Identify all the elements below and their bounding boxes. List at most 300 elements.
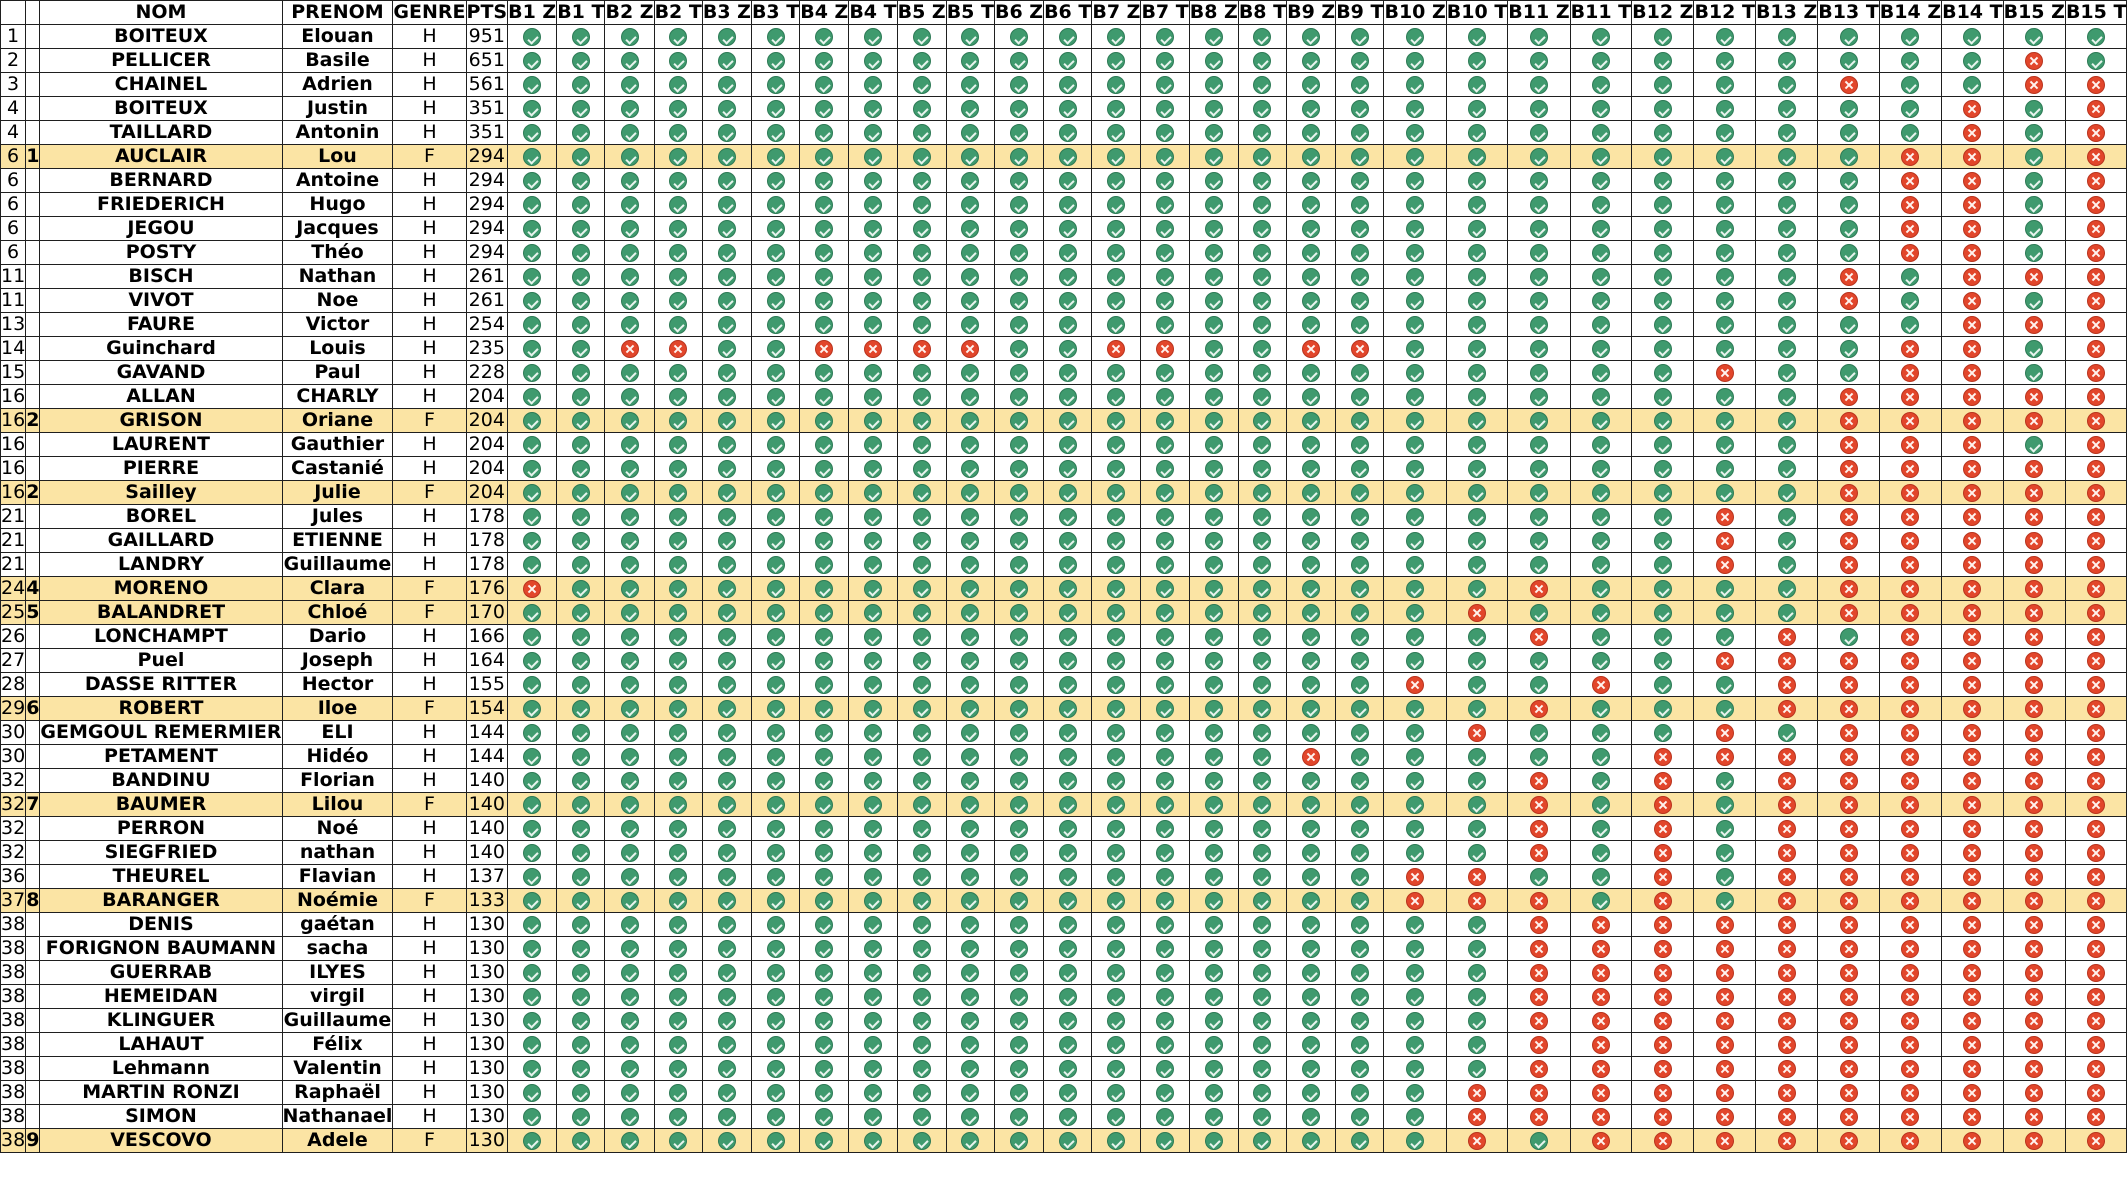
result-cell[interactable] [1942, 529, 2004, 553]
result-cell[interactable] [654, 145, 702, 169]
result-cell[interactable] [1694, 265, 1756, 289]
result-cell[interactable] [1446, 49, 1508, 73]
result-cell[interactable] [1818, 961, 1880, 985]
result-cell[interactable] [1189, 865, 1238, 889]
result-cell[interactable] [1879, 985, 1941, 1009]
result-cell[interactable] [994, 1081, 1043, 1105]
result-cell[interactable] [1570, 577, 1632, 601]
result-cell[interactable] [557, 121, 605, 145]
result-cell[interactable] [1446, 769, 1508, 793]
result-cell[interactable] [946, 25, 994, 49]
result-cell[interactable] [1384, 577, 1446, 601]
result-cell[interactable] [994, 817, 1043, 841]
result-cell[interactable] [1336, 673, 1384, 697]
result-cell[interactable] [2003, 577, 2065, 601]
result-cell[interactable] [751, 985, 799, 1009]
result-cell[interactable] [1632, 649, 1694, 673]
result-cell[interactable] [1189, 265, 1238, 289]
result-cell[interactable] [1336, 1057, 1384, 1081]
result-cell[interactable] [1446, 25, 1508, 49]
result-cell[interactable] [1508, 337, 1570, 361]
result-cell[interactable] [1818, 769, 1880, 793]
result-cell[interactable] [702, 1057, 751, 1081]
result-cell[interactable] [1755, 409, 1817, 433]
result-cell[interactable] [1384, 409, 1446, 433]
result-cell[interactable] [1694, 361, 1756, 385]
prenom-cell[interactable]: Nathan [282, 265, 393, 289]
result-cell[interactable] [702, 457, 751, 481]
result-cell[interactable] [1044, 1033, 1092, 1057]
result-cell[interactable] [702, 1105, 751, 1129]
genre-cell[interactable]: H [393, 457, 466, 481]
result-cell[interactable] [1879, 337, 1941, 361]
result-cell[interactable] [751, 529, 799, 553]
result-cell[interactable] [1818, 121, 1880, 145]
result-cell[interactable] [557, 745, 605, 769]
result-cell[interactable] [1287, 817, 1336, 841]
table-row[interactable] [1, 793, 2127, 817]
genre-cell[interactable]: F [393, 793, 466, 817]
result-cell[interactable] [702, 673, 751, 697]
result-cell[interactable] [605, 121, 654, 145]
prenom-cell[interactable]: Hugo [282, 193, 393, 217]
result-cell[interactable] [1632, 1081, 1694, 1105]
result-cell[interactable] [1818, 865, 1880, 889]
result-cell[interactable] [654, 841, 702, 865]
result-cell[interactable] [1755, 649, 1817, 673]
result-cell[interactable] [994, 289, 1043, 313]
result-cell[interactable] [849, 97, 897, 121]
result-cell[interactable] [751, 217, 799, 241]
result-cell[interactable] [1942, 601, 2004, 625]
result-cell[interactable] [1092, 721, 1141, 745]
result-cell[interactable] [1755, 1129, 1817, 1153]
result-cell[interactable] [1446, 961, 1508, 985]
result-cell[interactable] [1632, 121, 1694, 145]
prenom-cell[interactable]: Noémie [282, 889, 393, 913]
result-cell[interactable] [1508, 289, 1570, 313]
result-cell[interactable] [1189, 553, 1238, 577]
result-cell[interactable] [557, 601, 605, 625]
female-rank-cell[interactable]: 1 [26, 145, 40, 167]
result-cell[interactable] [1141, 985, 1189, 1009]
result-cell[interactable] [1879, 505, 1941, 529]
result-cell[interactable] [1879, 649, 1941, 673]
result-cell[interactable] [1044, 289, 1092, 313]
result-cell[interactable] [946, 169, 994, 193]
result-cell[interactable] [1238, 865, 1286, 889]
table-row[interactable] [1, 289, 2127, 313]
female-rank-cell[interactable] [26, 193, 40, 217]
result-cell[interactable] [1632, 409, 1694, 433]
result-cell[interactable] [2065, 985, 2127, 1009]
result-cell[interactable] [1942, 745, 2004, 769]
result-cell[interactable] [1632, 577, 1694, 601]
result-cell[interactable] [1287, 121, 1336, 145]
prenom-cell[interactable]: Noé [282, 817, 393, 841]
genre-cell[interactable]: H [393, 649, 466, 673]
result-cell[interactable] [897, 457, 946, 481]
column-header[interactable]: B8 T [1238, 1, 1287, 23]
genre-cell[interactable]: H [393, 961, 466, 985]
result-cell[interactable] [994, 889, 1043, 913]
result-cell[interactable] [849, 1129, 897, 1153]
nom-cell[interactable]: AUCLAIR [40, 145, 282, 169]
result-cell[interactable] [751, 73, 799, 97]
result-cell[interactable] [1141, 841, 1189, 865]
result-cell[interactable] [897, 1009, 946, 1033]
result-cell[interactable] [1141, 121, 1189, 145]
result-cell[interactable] [1384, 1057, 1446, 1081]
result-cell[interactable] [1287, 409, 1336, 433]
result-cell[interactable] [897, 385, 946, 409]
result-cell[interactable] [1189, 793, 1238, 817]
result-cell[interactable] [1044, 121, 1092, 145]
prenom-cell[interactable]: sacha [282, 937, 393, 961]
result-cell[interactable] [1570, 385, 1632, 409]
result-cell[interactable] [654, 913, 702, 937]
result-cell[interactable] [751, 577, 799, 601]
result-cell[interactable] [1336, 769, 1384, 793]
genre-cell[interactable]: H [393, 913, 466, 937]
result-cell[interactable] [1694, 385, 1756, 409]
female-rank-cell[interactable] [26, 817, 40, 841]
result-cell[interactable] [946, 985, 994, 1009]
result-cell[interactable] [1755, 1033, 1817, 1057]
result-cell[interactable] [1189, 1033, 1238, 1057]
result-cell[interactable] [1446, 721, 1508, 745]
result-cell[interactable] [946, 361, 994, 385]
column-header[interactable]: B2 T [654, 1, 702, 23]
result-cell[interactable] [994, 1105, 1043, 1129]
nom-cell[interactable]: FRIEDERICH [40, 193, 282, 217]
result-cell[interactable] [1384, 817, 1446, 841]
result-cell[interactable] [1818, 1057, 1880, 1081]
female-rank-cell[interactable] [26, 841, 40, 865]
result-cell[interactable] [1238, 289, 1286, 313]
pts-cell[interactable]: 204 [466, 433, 508, 457]
nom-cell[interactable]: SIMON [40, 1105, 282, 1129]
result-cell[interactable] [1141, 337, 1189, 361]
result-cell[interactable] [897, 1057, 946, 1081]
result-cell[interactable] [2003, 457, 2065, 481]
result-cell[interactable] [800, 553, 849, 577]
genre-cell[interactable]: H [393, 169, 466, 193]
result-cell[interactable] [1141, 697, 1189, 721]
result-cell[interactable] [1287, 505, 1336, 529]
result-cell[interactable] [654, 217, 702, 241]
result-cell[interactable] [1632, 73, 1694, 97]
result-cell[interactable] [1818, 457, 1880, 481]
nom-cell[interactable]: VESCOVO [40, 1129, 282, 1153]
result-cell[interactable] [2003, 385, 2065, 409]
result-cell[interactable] [1508, 1105, 1570, 1129]
prenom-cell[interactable]: gaétan [282, 913, 393, 937]
result-cell[interactable] [1189, 913, 1238, 937]
female-rank-cell[interactable]: 8 [26, 889, 40, 911]
result-cell[interactable] [1141, 865, 1189, 889]
result-cell[interactable] [1141, 49, 1189, 73]
result-cell[interactable] [1189, 121, 1238, 145]
result-cell[interactable] [1570, 1057, 1632, 1081]
result-cell[interactable] [1818, 817, 1880, 841]
result-cell[interactable] [1092, 169, 1141, 193]
result-cell[interactable] [1879, 409, 1941, 433]
result-cell[interactable] [849, 1081, 897, 1105]
result-cell[interactable] [1384, 217, 1446, 241]
result-cell[interactable] [1755, 97, 1817, 121]
female-rank-cell[interactable] [26, 313, 40, 337]
result-cell[interactable] [1044, 265, 1092, 289]
result-cell[interactable] [1384, 865, 1446, 889]
female-rank-cell[interactable]: 6 [26, 697, 40, 719]
result-cell[interactable] [1694, 505, 1756, 529]
result-cell[interactable] [849, 553, 897, 577]
result-cell[interactable] [1336, 1081, 1384, 1105]
result-cell[interactable] [1189, 73, 1238, 97]
prenom-cell[interactable]: Guillaume [283, 553, 392, 575]
result-cell[interactable] [1446, 913, 1508, 937]
result-cell[interactable] [751, 1081, 799, 1105]
result-cell[interactable] [1141, 553, 1189, 577]
result-cell[interactable] [1755, 121, 1817, 145]
female-rank-cell[interactable] [26, 241, 40, 265]
result-cell[interactable] [1141, 1081, 1189, 1105]
result-cell[interactable] [1092, 889, 1141, 913]
result-cell[interactable] [1287, 25, 1336, 49]
result-cell[interactable] [994, 97, 1043, 121]
result-cell[interactable] [1141, 385, 1189, 409]
result-cell[interactable] [2003, 649, 2065, 673]
result-cell[interactable] [1287, 721, 1336, 745]
result-cell[interactable] [1446, 601, 1508, 625]
prenom-cell[interactable]: Victor [282, 313, 393, 337]
result-cell[interactable] [1632, 49, 1694, 73]
result-cell[interactable] [1818, 193, 1880, 217]
result-cell[interactable] [1694, 193, 1756, 217]
result-cell[interactable] [1446, 121, 1508, 145]
result-cell[interactable] [897, 289, 946, 313]
column-header[interactable]: B7 T [1141, 1, 1189, 23]
result-cell[interactable] [1336, 337, 1384, 361]
result-cell[interactable] [1044, 193, 1092, 217]
result-cell[interactable] [2065, 193, 2127, 217]
female-rank-cell[interactable] [26, 649, 40, 673]
result-cell[interactable] [1044, 1081, 1092, 1105]
result-cell[interactable] [849, 433, 897, 457]
result-cell[interactable] [1632, 217, 1694, 241]
result-cell[interactable] [1336, 409, 1384, 433]
result-cell[interactable] [1632, 553, 1694, 577]
result-cell[interactable] [849, 529, 897, 553]
result-cell[interactable] [994, 385, 1043, 409]
rank-cell[interactable]: 30 [1, 721, 26, 743]
result-cell[interactable] [800, 961, 849, 985]
result-cell[interactable] [1189, 217, 1238, 241]
result-cell[interactable] [1044, 817, 1092, 841]
pts-cell[interactable]: 235 [466, 337, 508, 361]
result-cell[interactable] [1508, 1081, 1570, 1105]
result-cell[interactable] [800, 289, 849, 313]
result-cell[interactable] [2065, 721, 2127, 745]
result-cell[interactable] [1694, 865, 1756, 889]
result-cell[interactable] [1336, 625, 1384, 649]
result-cell[interactable] [1632, 913, 1694, 937]
result-cell[interactable] [946, 121, 994, 145]
result-cell[interactable] [897, 625, 946, 649]
result-cell[interactable] [702, 217, 751, 241]
result-cell[interactable] [1755, 313, 1817, 337]
result-cell[interactable] [800, 769, 849, 793]
table-row[interactable] [1, 145, 2127, 169]
result-cell[interactable] [946, 889, 994, 913]
result-cell[interactable] [508, 601, 557, 625]
result-cell[interactable] [946, 337, 994, 361]
result-cell[interactable] [751, 481, 799, 505]
pts-cell[interactable]: 204 [466, 385, 508, 409]
result-cell[interactable] [2065, 649, 2127, 673]
result-cell[interactable] [557, 409, 605, 433]
genre-cell[interactable]: H [393, 217, 466, 241]
prenom-cell[interactable]: Hector [282, 673, 393, 697]
result-cell[interactable] [800, 889, 849, 913]
result-cell[interactable] [2065, 145, 2127, 169]
result-cell[interactable] [2065, 433, 2127, 457]
result-cell[interactable] [1818, 337, 1880, 361]
result-cell[interactable] [1570, 73, 1632, 97]
result-cell[interactable] [2003, 937, 2065, 961]
result-cell[interactable] [508, 793, 557, 817]
table-row[interactable] [1, 73, 2127, 97]
result-cell[interactable] [897, 961, 946, 985]
genre-cell[interactable]: H [393, 721, 466, 745]
result-cell[interactable] [2003, 97, 2065, 121]
nom-cell[interactable]: HEMEIDAN [40, 985, 282, 1009]
result-cell[interactable] [1694, 1009, 1756, 1033]
result-cell[interactable] [1446, 337, 1508, 361]
genre-cell[interactable]: H [393, 505, 466, 529]
pts-cell[interactable]: 130 [466, 1057, 508, 1081]
result-cell[interactable] [1287, 1105, 1336, 1129]
result-cell[interactable] [1141, 145, 1189, 169]
result-cell[interactable] [1238, 721, 1286, 745]
result-cell[interactable] [654, 49, 702, 73]
result-cell[interactable] [605, 385, 654, 409]
result-cell[interactable] [1141, 889, 1189, 913]
genre-cell[interactable]: H [393, 121, 466, 145]
result-cell[interactable] [1092, 553, 1141, 577]
result-cell[interactable] [2003, 889, 2065, 913]
result-cell[interactable] [849, 649, 897, 673]
result-cell[interactable] [1384, 745, 1446, 769]
result-cell[interactable] [508, 553, 557, 577]
result-cell[interactable] [994, 313, 1043, 337]
result-cell[interactable] [1942, 793, 2004, 817]
result-cell[interactable] [1570, 1129, 1632, 1153]
result-cell[interactable] [1189, 937, 1238, 961]
female-rank-cell[interactable] [26, 673, 40, 697]
result-cell[interactable] [1092, 985, 1141, 1009]
result-cell[interactable] [2003, 169, 2065, 193]
result-cell[interactable] [702, 769, 751, 793]
result-cell[interactable] [800, 577, 849, 601]
result-cell[interactable] [1818, 145, 1880, 169]
result-cell[interactable] [508, 913, 557, 937]
result-cell[interactable] [1879, 361, 1941, 385]
prenom-cell[interactable]: Jules [282, 505, 393, 529]
result-cell[interactable] [946, 73, 994, 97]
result-cell[interactable] [800, 385, 849, 409]
result-cell[interactable] [557, 457, 605, 481]
result-cell[interactable] [1238, 841, 1286, 865]
result-cell[interactable] [508, 961, 557, 985]
result-cell[interactable] [751, 889, 799, 913]
result-cell[interactable] [1694, 1057, 1756, 1081]
prenom-cell[interactable]: nathan [282, 841, 393, 865]
result-cell[interactable] [1238, 145, 1286, 169]
genre-cell[interactable]: H [393, 985, 466, 1009]
result-cell[interactable] [946, 193, 994, 217]
result-cell[interactable] [1818, 409, 1880, 433]
result-cell[interactable] [946, 529, 994, 553]
result-cell[interactable] [1092, 529, 1141, 553]
result-cell[interactable] [1879, 313, 1941, 337]
result-cell[interactable] [1287, 337, 1336, 361]
result-cell[interactable] [2003, 697, 2065, 721]
result-cell[interactable] [2065, 313, 2127, 337]
result-cell[interactable] [1238, 1105, 1286, 1129]
result-cell[interactable] [1092, 217, 1141, 241]
result-cell[interactable] [2003, 529, 2065, 553]
result-cell[interactable] [702, 1129, 751, 1153]
result-cell[interactable] [1141, 1057, 1189, 1081]
result-cell[interactable] [1755, 433, 1817, 457]
result-cell[interactable] [1189, 601, 1238, 625]
result-cell[interactable] [557, 553, 605, 577]
table-row[interactable] [1, 385, 2127, 409]
result-cell[interactable] [1238, 361, 1286, 385]
result-cell[interactable] [1570, 601, 1632, 625]
table-row[interactable] [1, 889, 2127, 913]
result-cell[interactable] [557, 313, 605, 337]
nom-cell[interactable]: GEMGOUL REMERMIER [40, 721, 282, 743]
result-cell[interactable] [1942, 937, 2004, 961]
result-cell[interactable] [1141, 1129, 1189, 1153]
result-cell[interactable] [1508, 433, 1570, 457]
result-cell[interactable] [1942, 553, 2004, 577]
result-cell[interactable] [1044, 241, 1092, 265]
result-cell[interactable] [1384, 1105, 1446, 1129]
result-cell[interactable] [1570, 985, 1632, 1009]
result-cell[interactable] [1287, 97, 1336, 121]
result-cell[interactable] [1141, 73, 1189, 97]
result-cell[interactable] [849, 409, 897, 433]
result-cell[interactable] [1189, 481, 1238, 505]
result-cell[interactable] [946, 1057, 994, 1081]
result-cell[interactable] [557, 673, 605, 697]
result-cell[interactable] [508, 577, 557, 601]
result-cell[interactable] [508, 985, 557, 1009]
result-cell[interactable] [2065, 265, 2127, 289]
result-cell[interactable] [1632, 745, 1694, 769]
result-cell[interactable] [1141, 721, 1189, 745]
result-cell[interactable] [654, 817, 702, 841]
result-cell[interactable] [1287, 745, 1336, 769]
result-cell[interactable] [1570, 673, 1632, 697]
result-cell[interactable] [654, 409, 702, 433]
result-cell[interactable] [702, 73, 751, 97]
result-cell[interactable] [702, 865, 751, 889]
